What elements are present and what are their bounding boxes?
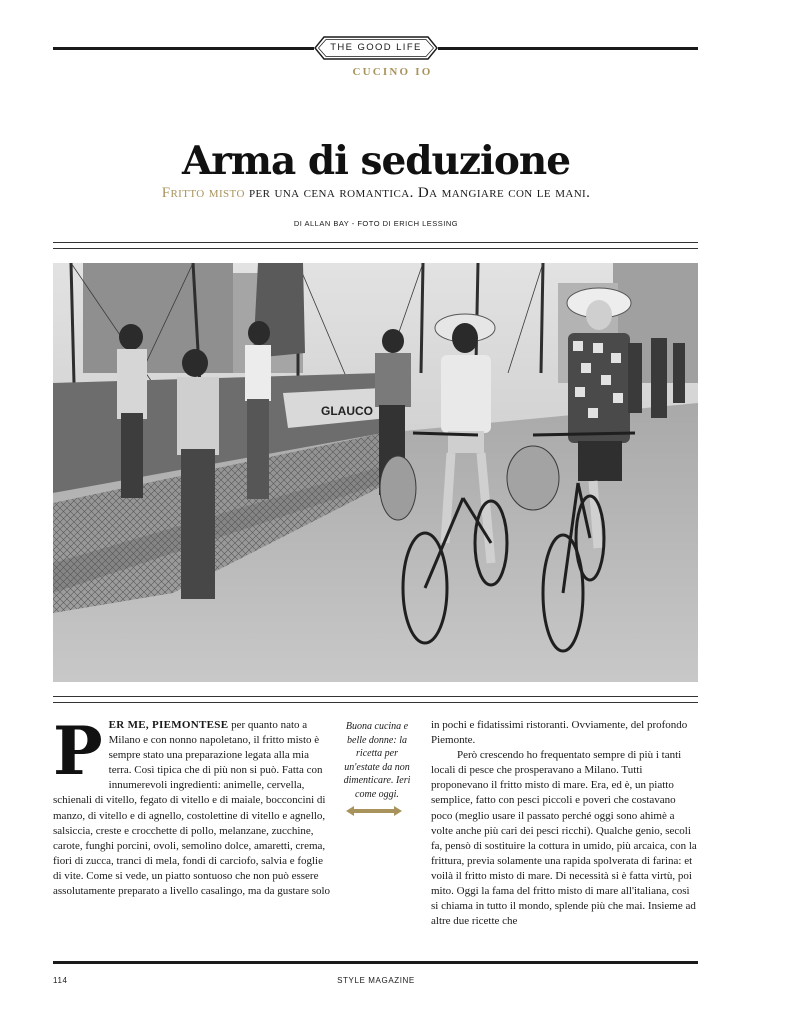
section-badge: [314, 36, 438, 60]
article-column-left: [53, 712, 331, 899]
left-column-text: per quanto nato a Milano e con nonno napoletano, il fritto misto è sempre stato una preparazione legata alla mia terra. Così tipica che di più non si può. Fatta con innumerevoli ingredienti: animelle, cervella, schienali di vitello, fegato di vitello e di maiale, bocconcini di manzo, di vitello e di agnello, costolettine di vitello e agnello, salsiccia, creste e crocchette di pollo, melanzane, zucchine, carote, funghi porcini, ovoli, semolino dolce, amaretti, crema, fiori di zucca, tranci di mela, fondi di carciofo, salvia e foglie di vite. Come si vede, un piatto sontuoso che non può essere assolutamente preparato a livello casalingo, ma da gustare solo: [53, 719, 331, 898]
article-photo: [53, 263, 698, 682]
header-rule-left: [53, 47, 314, 50]
footer-rule: [53, 961, 698, 964]
photo-illustration: [53, 263, 698, 682]
header-rule-right: [438, 47, 698, 50]
page-number: 114: [53, 976, 68, 985]
right-column-paragraph-1: in pochi e fidatissimi ristoranti. Ovviamente, del profondo Piemonte.: [431, 719, 688, 747]
divider-above-photo: [53, 242, 698, 249]
drop-cap: P: [53, 712, 103, 790]
article-subtitle: [0, 185, 752, 202]
right-column-paragraph-2: Però crescendo ho frequentato sempre di più i tanti locali di pesce che prosperavano a Milano. Tutti proponevano il fritto misto di mare. Era, ed è, un piatto semplice, fatto con pesci piccoli e poveri che costavano poco (meglio usare il passato perché oggi sono ahimè a volte anche più cari dei pesci ricchi). Qualche genio, secoli fa, pensò di sostituire la cottura in umido, più arcaica, con la frittura, previa solamente una rapida spolverata di farina: et voilà il fritto misto di mare. Di necessità si è fatta virtù, poi mito. Oggi la fama del fritto misto di mare all'italiana, così si chiama in tutto il mondo, splende più che mai. Insieme ad altre due ricette che: [431, 749, 697, 928]
magazine-name: STYLE MAGAZINE: [337, 976, 415, 985]
badge-label: THE GOOD LIFE: [330, 42, 422, 53]
byline: DI ALLAN BAY - FOTO DI ERICH LESSING: [293, 219, 459, 228]
section-label: CUCINO IO: [352, 66, 433, 78]
boat-lettering: GLAUCO: [321, 404, 373, 418]
divider-below-photo: [53, 696, 698, 703]
pull-quote: Buona cucina e belle donne: la ricetta per un'estate da non dimenticare. Ieri come oggi.: [343, 721, 411, 800]
lead-in: ER ME, PIEMONTESE: [108, 719, 229, 731]
article-title: Arma di seduzione: [181, 138, 571, 184]
subtitle-rest: per una cena romantica. Da mangiare con le mani.: [244, 185, 591, 201]
double-arrow-icon: [346, 805, 402, 817]
article-column-right: [431, 718, 699, 929]
subtitle-accent: Fritto misto: [161, 185, 245, 201]
